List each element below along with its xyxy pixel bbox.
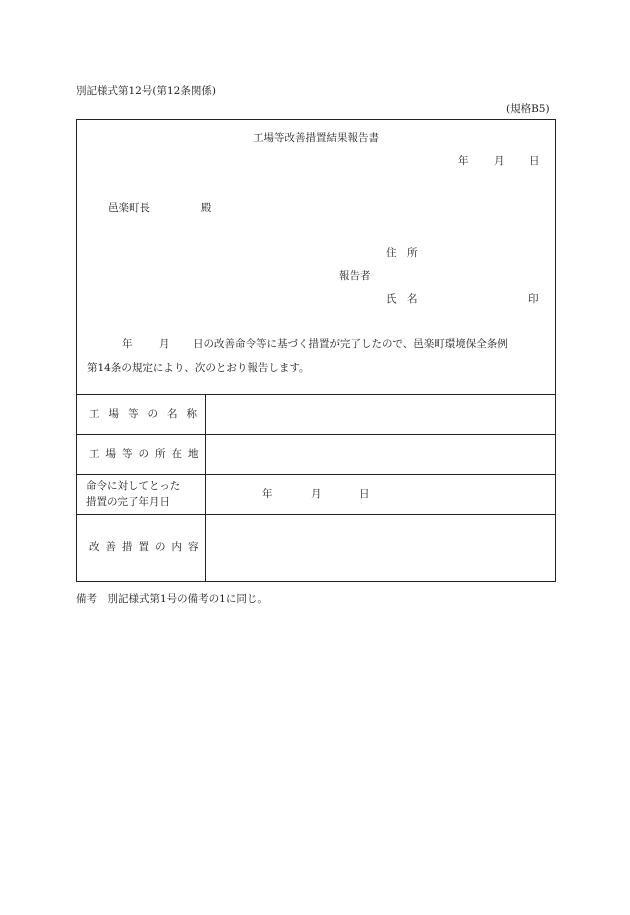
report-form: [76, 119, 556, 582]
footer-note: 備考 別記様式第1号の備考の1に同じ。: [76, 593, 268, 605]
date-day-label: 日: [529, 155, 540, 167]
date-year-label: 年: [458, 155, 469, 167]
paper-size-label: (規格B5): [506, 103, 550, 115]
reporter-address-label: 住 所: [386, 247, 418, 259]
table-column-divider: [205, 394, 206, 581]
completion-day-label: 日: [359, 488, 370, 500]
table-label-factory-location: 工場等の所在地: [89, 448, 205, 460]
body-month-label: 月: [159, 338, 170, 350]
table-row-divider: [77, 474, 555, 475]
body-text-line2: 第14条の規定により、次のとおり報告します。: [87, 362, 310, 374]
date-month-label: 月: [494, 155, 505, 167]
completion-year-label: 年: [262, 488, 273, 500]
table-row-divider: [77, 434, 555, 435]
addressee-name: 邑楽町長: [108, 202, 150, 214]
table-label-completion-date-line1: 命令に対してとった: [86, 480, 181, 492]
seal-mark: 印: [528, 293, 539, 305]
table-label-improvement-details: 改善措置の内容: [89, 541, 205, 553]
form-title: 工場等改善措置結果報告書: [253, 132, 379, 144]
table-top-border: [77, 394, 555, 395]
table-label-completion-date-line2: 措置の完了年月日: [86, 496, 170, 508]
reporter-label: 報告者: [339, 270, 371, 282]
body-text-line1: 日の改善命令等に基づく措置が完了したので、邑楽町環境保全条例: [193, 338, 508, 350]
completion-month-label: 月: [311, 488, 322, 500]
addressee-honorific: 殿: [201, 202, 212, 214]
table-label-factory-name: 工場等の名称: [89, 408, 206, 420]
table-row-divider: [77, 514, 555, 515]
body-year-label: 年: [122, 338, 133, 350]
form-reference: 別記様式第12号(第12条関係): [76, 85, 216, 97]
reporter-name-label: 氏 名: [386, 293, 418, 305]
